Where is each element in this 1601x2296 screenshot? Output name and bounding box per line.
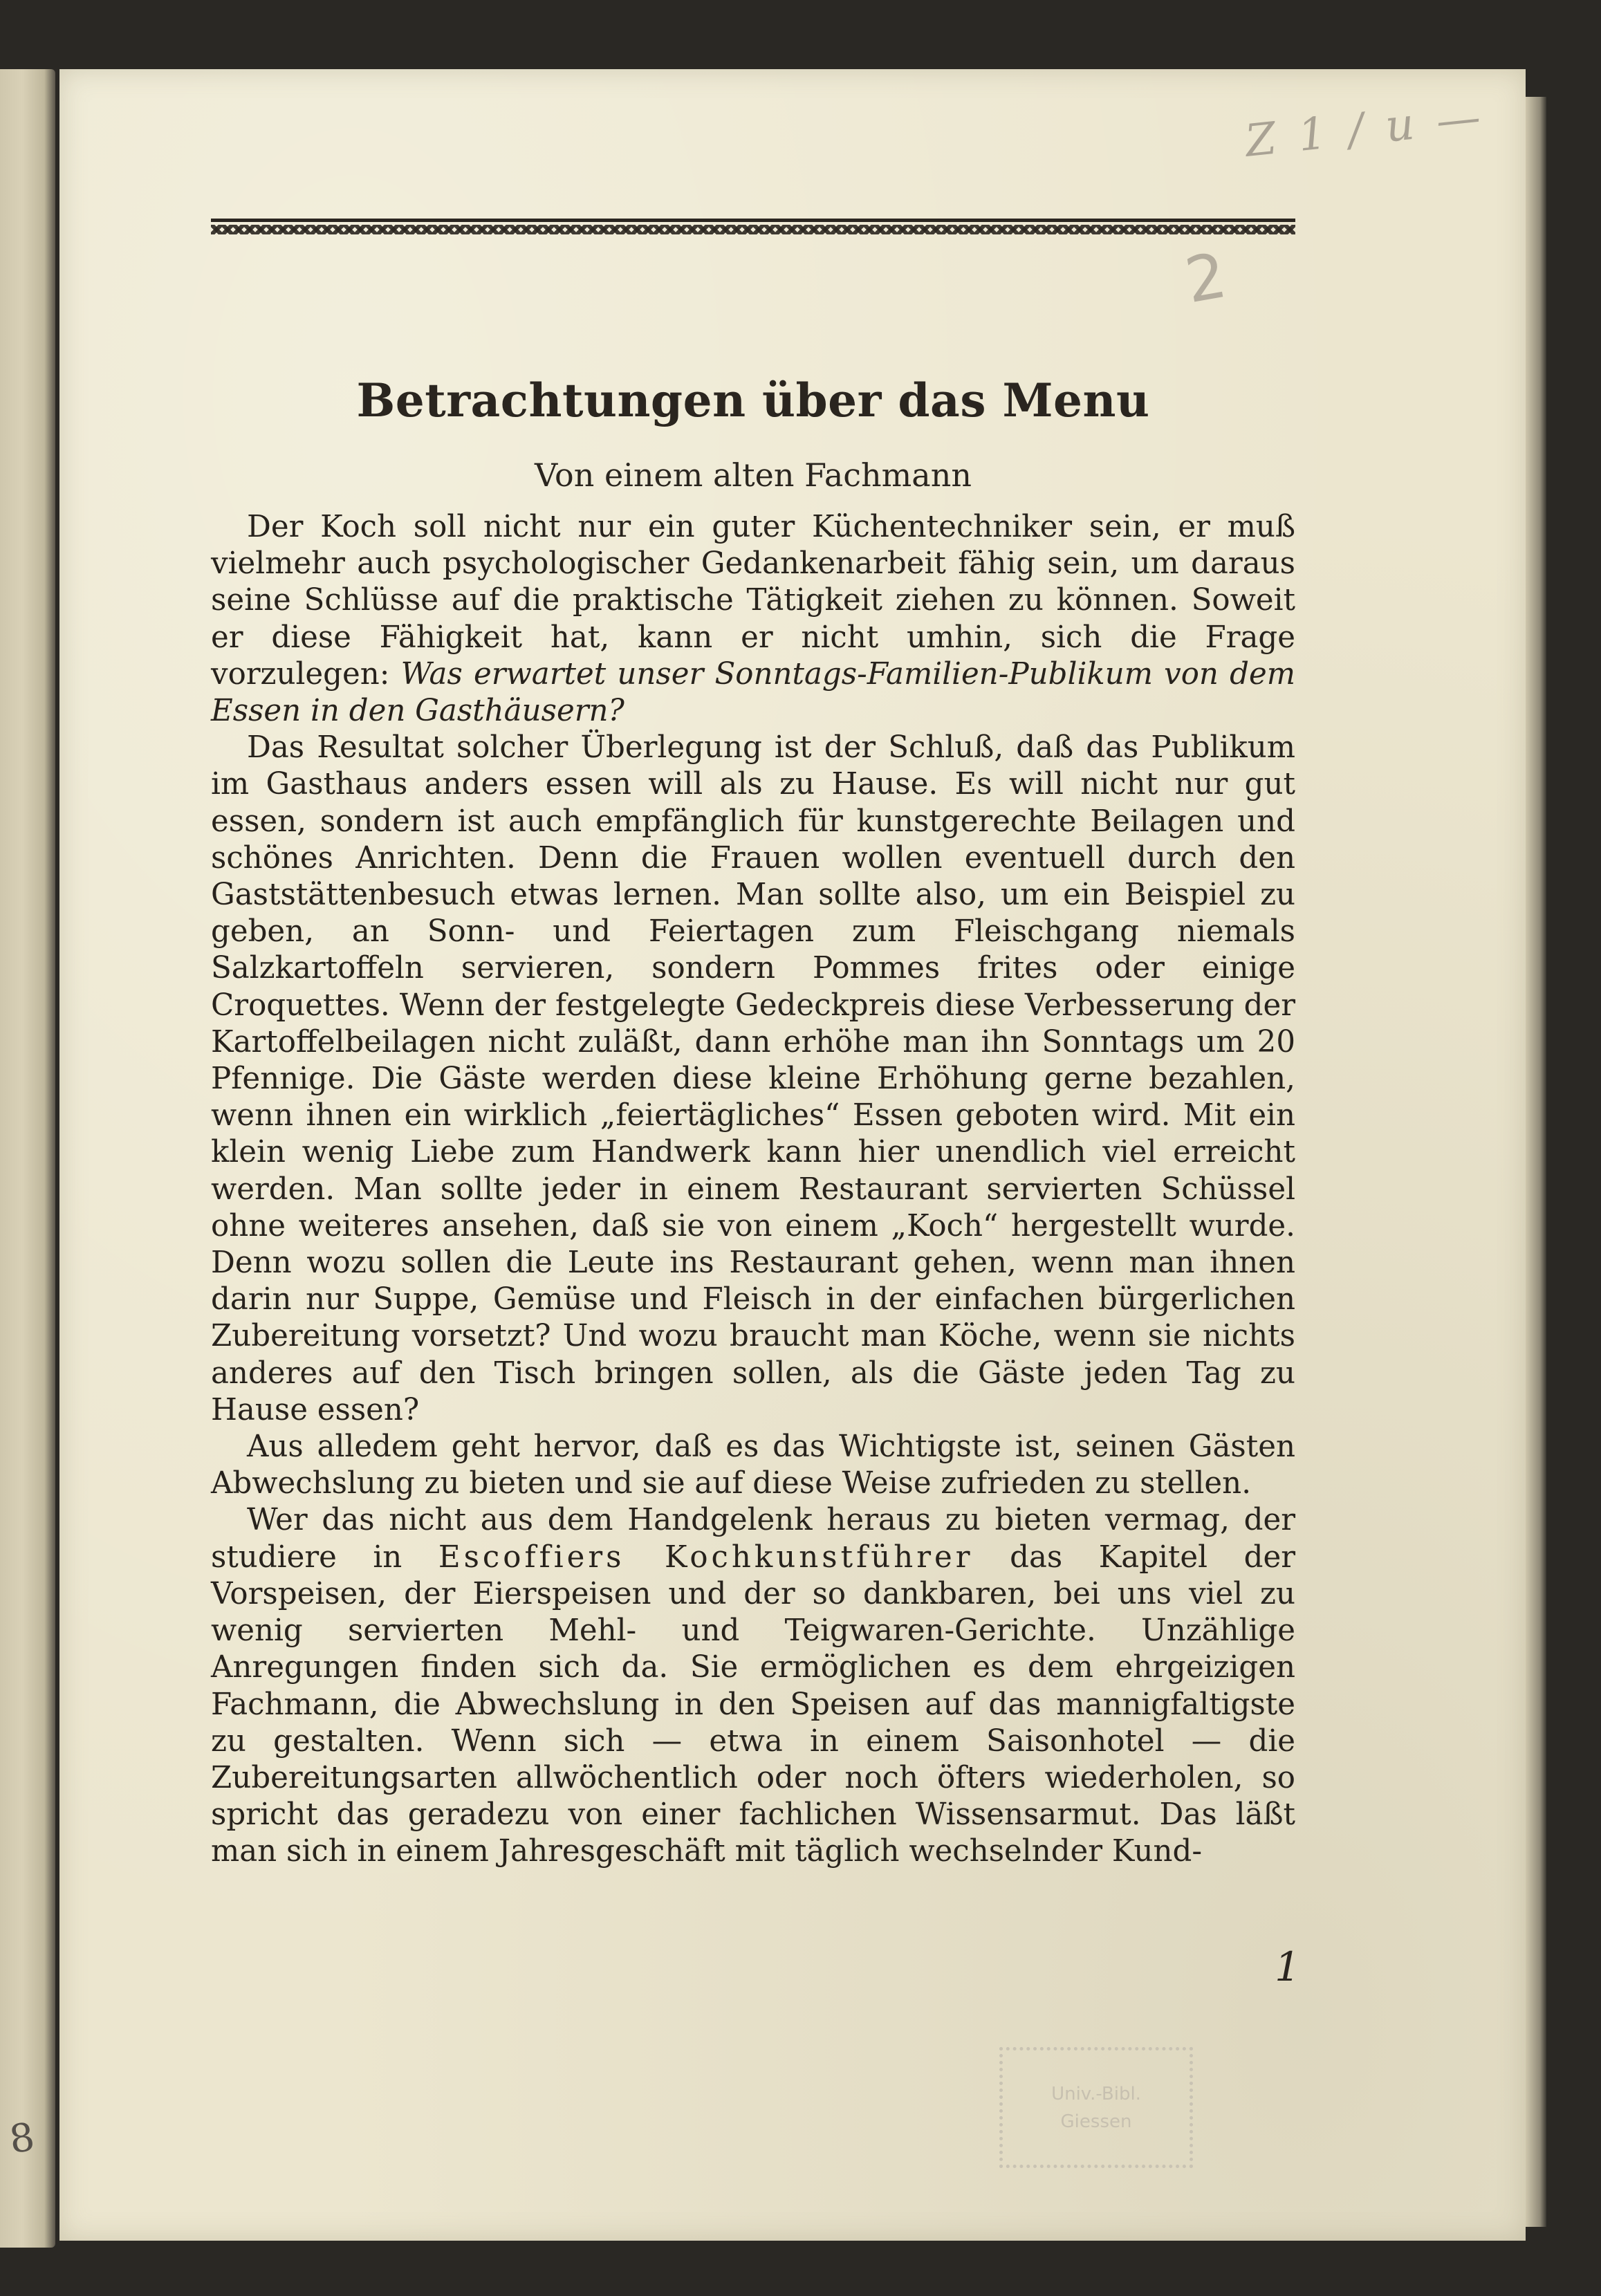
book-spine: [0, 69, 55, 2248]
rule-ornament: [211, 225, 1295, 234]
stamp-line: Univ.-Bibl.: [1051, 2083, 1141, 2104]
rule-line: [211, 219, 1295, 222]
article-title: Betrachtungen über das Menu: [356, 373, 1150, 427]
paragraph: [211, 509, 1295, 730]
spine-handwritten-mark: 8: [6, 2114, 37, 2163]
book-reference: Escoffiers Kochkunstführer: [438, 1539, 974, 1575]
emphasized-question: Was erwartet unser Sonntags-Familien-Publikum von dem Essen in den Gasthäusern?: [211, 656, 1295, 729]
page-number: 1: [1275, 1943, 1300, 1990]
paragraph: Aus alledem geht hervor, daß es das Wichtigste ist, seinen Gästen Abwechslung zu bieten und sie auf diese Weise zufrieden zu stellen.: [211, 1429, 1295, 1501]
library-stamp: [999, 2047, 1193, 2168]
paragraph-text: Wer das nicht aus dem Handgelenk heraus zu bieten vermag, der studiere in: [211, 1503, 1295, 1575]
stamp-line: Giessen: [1060, 2111, 1132, 2132]
handwritten-reference: Z 1 / u —: [1243, 91, 1488, 167]
handwritten-number: 2: [1180, 239, 1232, 318]
paragraph: [211, 1502, 1295, 1870]
page-edge: [1526, 97, 1546, 2227]
article-byline: Von einem alten Fachmann: [535, 456, 972, 494]
decorative-rule: [211, 219, 1295, 239]
paragraph-text: Der Koch soll nicht nur ein guter Küchentechniker sein, er muß vielmehr auch psychologischer Gedankenarbeit fähig sein, um daraus seine Schlüsse auf die praktische Tätigkeit ziehen zu können. Soweit er diese Fähigkeit hat, kann er nicht umhin, sich die Frage vorzulegen:: [211, 510, 1295, 692]
paragraph-text: das Kapitel der Vorspeisen, der Eierspeisen und der so dankbaren, bei uns viel zu wenig servierten Mehl- und Teigwaren-Gerichte. Unzählige Anregungen finden sich da. Sie ermöglichen es dem ehrgeizigen Fachmann, die Abwechslung in den Speisen auf das mannigfaltigste zu gestalten. Wenn sich — etwa in einem Saisonhotel — die Zubereitungsarten allwöchentlich oder noch öfters wiederholen, so spricht das geradezu von einer fachlichen Wissensarmut. Das läßt man sich in einem Jahresgeschäft mit täglich wechselnder Kund-: [211, 1539, 1295, 1869]
article-body: [211, 509, 1295, 1871]
paragraph: Das Resultat solcher Überlegung ist der Schluß, daß das Publikum im Gasthaus anders essen will als zu Hause. Es will nicht nur gut essen, sondern ist auch empfänglich für kunstgerechte Beilagen und schönes Anrichten. Denn die Frauen wollen eventuell durch den Gaststättenbesuch etwas lernen. Man sollte also, um ein Beispiel zu geben, an Sonn- und Feiertagen zum Fleischgang niemals Salzkartoffeln servieren, sondern Pommes frites oder einige Croquettes. Wenn der festgelegte Gedeckpreis diese Verbesserung der Kartoffelbeilagen nicht zuläßt, dann erhöhe man ihn Sonntags um 20 Pfennige. Die Gäste werden diese kleine Erhöhung gerne bezahlen, wenn ihnen ein wirklich „feiertägliches“ Essen geboten wird. Mit ein klein wenig Liebe zum Handwerk kann hier unendlich viel erreicht werden. Man sollte jeder in einem Restaurant servierten Schüssel ohne weiteres ansehen, daß sie von einem „Koch“ hergestellt wurde. Denn wozu sollen die Leute ins Restaurant gehen, wenn man ihnen darin nur Suppe, Gemüse und Fleisch in der einfachen bürgerlichen Zubereitung vorsetzt? Und wozu braucht man Köche, wenn sie nichts anderes auf den Tisch bringen sollen, als die Gäste jeden Tag zu Hause essen?: [211, 730, 1295, 1427]
